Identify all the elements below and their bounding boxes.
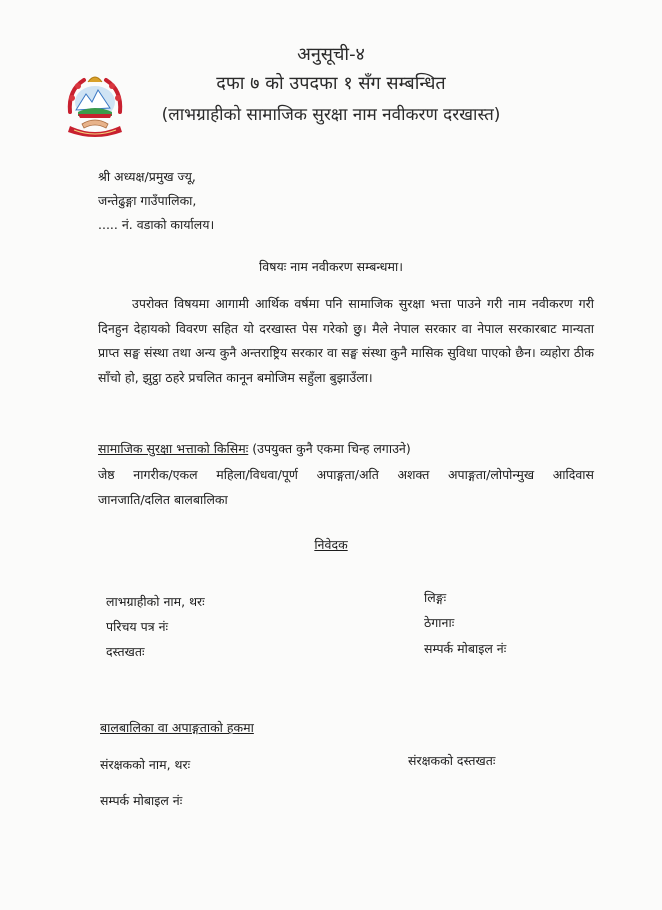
applicant-signature-field[interactable]: दस्तखतः: [106, 644, 145, 659]
annex-title: अनुसूची-४: [297, 44, 365, 65]
guardian-name-field[interactable]: संरक्षकको नाम, थरः: [100, 757, 191, 772]
municipality-line: जन्तेढुङ्गा गाउँपालिका,: [98, 193, 197, 208]
guardian-section-heading: बालबालिका वा अपाङ्गताको हकमा: [100, 720, 254, 735]
form-title: (लाभग्राहीको सामाजिक सुरक्षा नाम नवीकरण दरखास्त): [161, 105, 501, 125]
beneficiary-name-field[interactable]: लाभग्राहीको नाम, थरः: [106, 594, 205, 609]
gender-field[interactable]: लिङ्गः: [424, 590, 447, 605]
allowance-type-row: [98, 440, 411, 457]
guardian-signature-field[interactable]: संरक्षकको दस्तखतः: [408, 753, 496, 768]
allowance-types-line1: जेष्ठ नागरीक/एकल महिला/विधवा/पूर्ण अपाङ्गता/अति अशक्त अपाङ्गता/लोपोन्मुख आदिवास: [98, 467, 594, 482]
allowance-type-note: (उपयुक्त कुनै एकमा चिन्ह लगाउने): [252, 441, 411, 456]
section-reference: दफा ७ को उपदफा १ सँग सम्बन्धित: [216, 73, 446, 94]
ward-office-line: ..... नं. वडाको कार्यालय।: [98, 217, 215, 232]
application-paragraph: उपरोक्त विषयमा आगामी आर्थिक वर्षमा पनि सामाजिक सुरक्षा भत्ता पाउने गरी नाम नवीकरण गरी दिनहुन देहायको विवरण सहित यो दरखास्त पेस गरेको छु। मैले नेपाल सरकार वा नेपाल सरकारबाट मान्यता प्राप्त सङ्घ संस्था तथा अन्य कुनै अन्तराष्ट्रिय सरकार वा सङ्घ संस्था कुनै मासिक सुविधा पाएको छैन। व्यहोरा ठीक साँचो हो, झुट्ठा ठहरे प्रचलित कानून बमोजिम सहुँला बुझाउँला।: [98, 296, 594, 385]
allowance-types-line2: जानजाति/दलित बालबालिका: [98, 492, 228, 507]
subject-line: विषयः नाम नवीकरण सम्बन्धमा।: [259, 259, 403, 274]
address-field[interactable]: ठेगानाः: [424, 615, 455, 630]
allowance-type-heading: सामाजिक सुरक्षा भत्ताको किसिमः: [98, 441, 249, 456]
guardian-mobile-field[interactable]: सम्पर्क मोबाइल नंः: [100, 793, 183, 808]
id-card-number-field[interactable]: परिचय पत्र नंः: [106, 619, 169, 634]
applicant-heading: निवेदक: [314, 537, 348, 552]
applicant-mobile-field[interactable]: सम्पर्क मोबाइल नंः: [424, 641, 507, 656]
recipient-line: श्री अध्यक्ष/प्रमुख ज्यू,: [98, 169, 196, 184]
